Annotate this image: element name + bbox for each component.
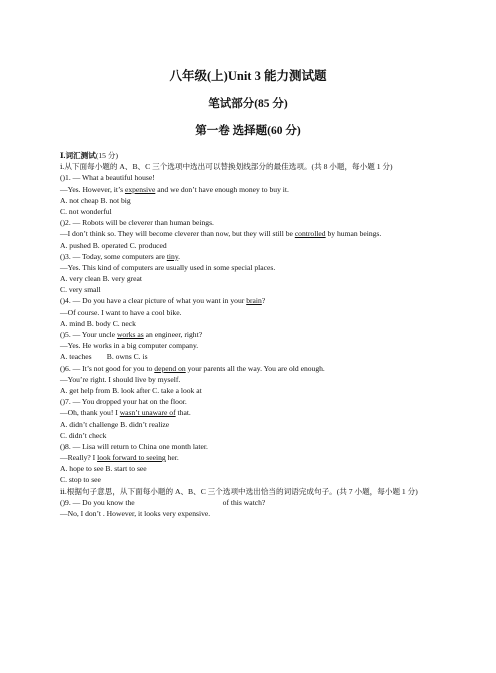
q8-options-ab: A. hope to see B. start to see bbox=[60, 464, 147, 474]
q9-response: —No, I don’t . However, it looks very expensive. bbox=[60, 509, 211, 519]
q3-underlined: tiny bbox=[166, 251, 179, 261]
q7-underlined: wasn’t unaware of bbox=[119, 408, 176, 418]
q8-stem: ()8. — Lisa will return to China one month later. bbox=[60, 441, 208, 451]
q2-options: A. pushed B. operated C. produced bbox=[60, 240, 167, 250]
q5-stem-post: an engineer, right? bbox=[143, 330, 203, 340]
q4-response: —Of course. I want to have a cool bike. bbox=[60, 307, 182, 317]
q4-stem-post: ? bbox=[261, 296, 266, 306]
q2-response bbox=[60, 228, 440, 239]
q5-underlined: works as bbox=[116, 330, 144, 340]
q1-options-ab: A. not cheap B. not big bbox=[60, 195, 131, 205]
q8-underlined: look forward to seeing bbox=[97, 453, 166, 463]
q4-stem bbox=[60, 295, 440, 306]
q3-stem bbox=[60, 251, 440, 262]
q2-stem: ()2. — Robots will be cleverer than human beings. bbox=[60, 218, 214, 228]
q3-response: —Yes. This kind of computers are usually used in some special places. bbox=[60, 262, 276, 272]
q3-stem-post: . bbox=[178, 251, 181, 261]
q1-underlined: expensive bbox=[124, 184, 156, 194]
q7-stem: ()7. — You dropped your hat on the floor. bbox=[60, 397, 187, 407]
q5-options: A. teaches B. owns C. is bbox=[60, 352, 148, 362]
q2-response-post: by human beings. bbox=[325, 229, 382, 239]
q8-response-post: her. bbox=[165, 453, 179, 463]
written-part-heading: 笔试部分(85 分) bbox=[208, 98, 288, 110]
q6-options: A. get help from B. look after C. take a look at bbox=[60, 385, 202, 395]
part2-instruction: ⅱ.根据句子意思，从下面每小题的 A、B、C 三个选项中选出恰当的词语完成句子。(共 7 小题，每小题 1 分) bbox=[60, 486, 418, 496]
q6-underlined: depend on bbox=[154, 363, 186, 373]
q7-options-ab: A. didn’t challenge B. didn’t realize bbox=[60, 419, 170, 429]
part1-instruction: ⅰ.从下面每小题的 A、B、C 三个选项中选出可以替换划线部分的最佳选项。(共 8 小题，每小题 1 分) bbox=[60, 162, 393, 172]
q4-options: A. mind B. body C. neck bbox=[60, 318, 136, 328]
q7-response-post: that. bbox=[175, 408, 191, 418]
section-score: (15 分) bbox=[95, 151, 118, 160]
q1-response bbox=[60, 184, 440, 195]
q8-response bbox=[60, 452, 440, 463]
q1-option-c: C. not wonderful bbox=[60, 206, 112, 216]
q2-response-pre: —I don’t think so. They will become cleverer than now, but they will still be bbox=[60, 229, 295, 239]
q1-response-post: and we don’t have enough money to buy it. bbox=[155, 184, 289, 194]
exam-title: 八年级(上)Unit 3 能力测试题 bbox=[169, 69, 327, 83]
q7-option-c: C. didn’t check bbox=[60, 430, 107, 440]
section-label: Ⅰ.词汇测试 bbox=[60, 151, 96, 160]
q7-response-pre: —Oh, thank you! I bbox=[60, 408, 120, 418]
q3-option-c: C. very small bbox=[60, 285, 101, 295]
q9-stem-pre: ()9. — Do you know the bbox=[60, 497, 135, 507]
q5-stem bbox=[60, 329, 440, 340]
question-body bbox=[60, 150, 440, 519]
q2-underlined: controlled bbox=[294, 229, 326, 239]
q6-response: —You’re right. I should live by myself. bbox=[60, 374, 181, 384]
q9-stem-post: of this watch? bbox=[222, 497, 266, 507]
q6-stem-pre: ()6. — It’s not good for you to bbox=[60, 363, 155, 373]
q5-response: —Yes. He works in a big computer company. bbox=[60, 341, 199, 351]
q4-underlined: brain bbox=[246, 296, 262, 306]
volume-heading: 第一卷 选择题(60 分) bbox=[195, 125, 301, 137]
q5-stem-pre: ()5. — Your uncle bbox=[60, 330, 117, 340]
q4-stem-pre: ()4. — Do you have a clear picture of what you want in your bbox=[60, 296, 247, 306]
q9-stem bbox=[60, 497, 440, 508]
q1-stem: ()1. — What a beautiful house! bbox=[60, 173, 155, 183]
q7-response bbox=[60, 407, 440, 418]
q8-response-pre: —Really? I bbox=[60, 453, 98, 463]
q3-options-ab: A. very clean B. very great bbox=[60, 274, 143, 284]
q1-response-pre: —Yes. However, it’s bbox=[60, 184, 125, 194]
q8-option-c: C. stop to see bbox=[60, 475, 101, 485]
q3-stem-pre: ()3. — Today, some computers are bbox=[60, 251, 167, 261]
q6-stem bbox=[60, 363, 440, 374]
q6-stem-post: your parents all the way. You are old enough. bbox=[185, 363, 325, 373]
section-heading bbox=[60, 150, 440, 161]
